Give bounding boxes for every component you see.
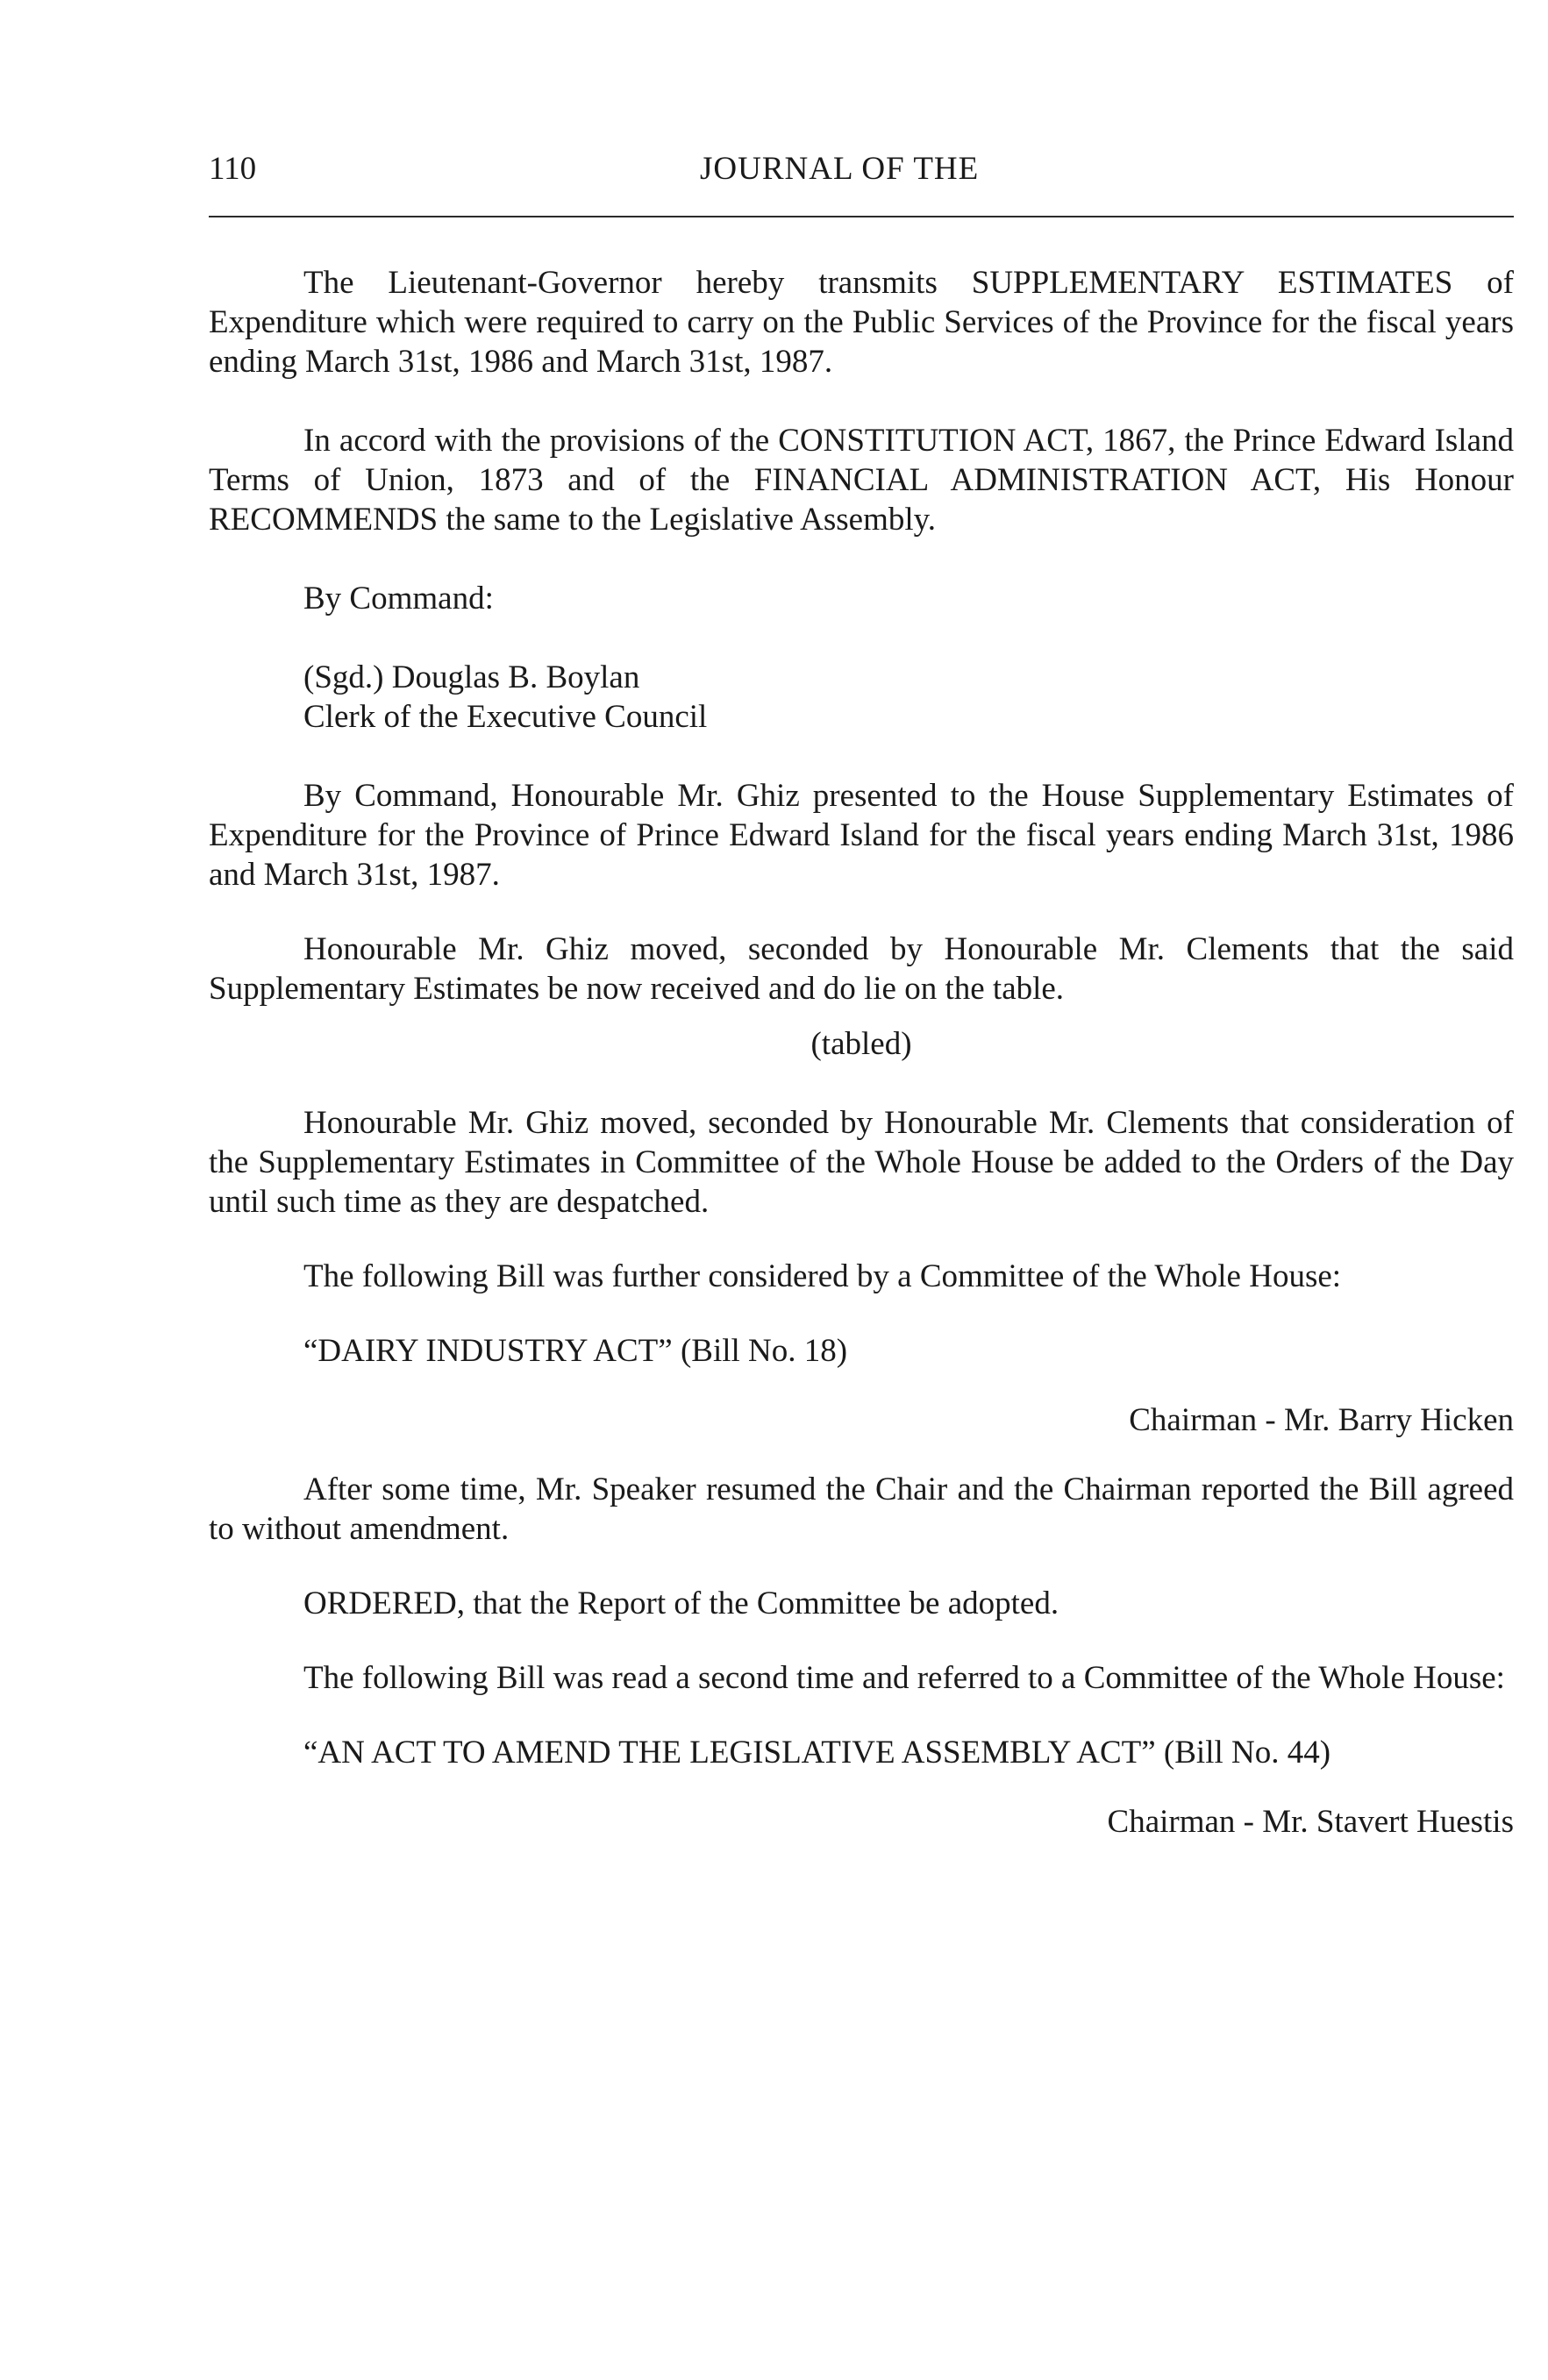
tabled-note: (tabled) [810, 1026, 912, 1062]
recommendation-paragraph: In accord with the provisions of the CONSTITUTION ACT, 1867, the Prince Edward Island Terms of Union, 1873 and of the FINANCIAL ADMINISTRATION ACT, His Honour RECOMMENDS the same to the Legislative Assembly. [209, 423, 1514, 538]
motion-orders-paragraph: Honourable Mr. Ghiz moved, seconded by Honourable Mr. Clements that consideration of the Supplementary Estimates in Committee of the Whole House be added to the Orders of the Day until such time as they are despatched. [209, 1105, 1514, 1220]
transmittal-paragraph: The Lieutenant-Governor hereby transmits SUPPLEMENTARY ESTIMATES of Expenditure which were required to carry on the Public Services of the Province for the fiscal years ending March 31st, 1986 and March 31st, 1987. [209, 265, 1514, 380]
signature-name: (Sgd.) Douglas B. Boylan [303, 659, 640, 695]
motion-received-paragraph: Honourable Mr. Ghiz moved, seconded by Honourable Mr. Clements that the said Supplementary Estimates be now received and do lie on the table. [209, 931, 1514, 1007]
page-header [209, 147, 1516, 191]
presentation-paragraph: By Command, Honourable Mr. Ghiz presented to the House Supplementary Estimates of Expenditure for the Province of Prince Edward Island for the fiscal years ending March 31st, 1986 and March 31st, 1987. [209, 778, 1514, 893]
committee-intro-paragraph: The following Bill was further considered by a Committee of the Whole House: [303, 1258, 1342, 1294]
by-command-line: By Command: [303, 581, 494, 616]
page-number: 110 [209, 151, 257, 187]
ordered-paragraph: ORDERED, that the Report of the Committee be adopted. [303, 1585, 1059, 1621]
bill-title-dairy: “DAIRY INDUSTRY ACT” (Bill No. 18) [303, 1333, 848, 1369]
speaker-report-paragraph: After some time, Mr. Speaker resumed the Chair and the Chairman reported the Bill agreed to without amendment. [209, 1471, 1514, 1547]
page-body [209, 263, 1514, 1842]
header-rule [209, 216, 1514, 217]
chairman-line-1: Chairman - Mr. Barry Hicken [1129, 1402, 1514, 1438]
signature-title: Clerk of the Executive Council [303, 699, 708, 735]
running-head: JOURNAL OF THE [700, 151, 980, 187]
chairman-line-2: Chairman - Mr. Stavert Huestis [1107, 1804, 1514, 1840]
bill-title-legislative: “AN ACT TO AMEND THE LEGISLATIVE ASSEMBLY ACT” (Bill No. 44) [303, 1735, 1331, 1771]
second-reading-paragraph: The following Bill was read a second time and referred to a Committee of the Whole House: [303, 1660, 1505, 1696]
